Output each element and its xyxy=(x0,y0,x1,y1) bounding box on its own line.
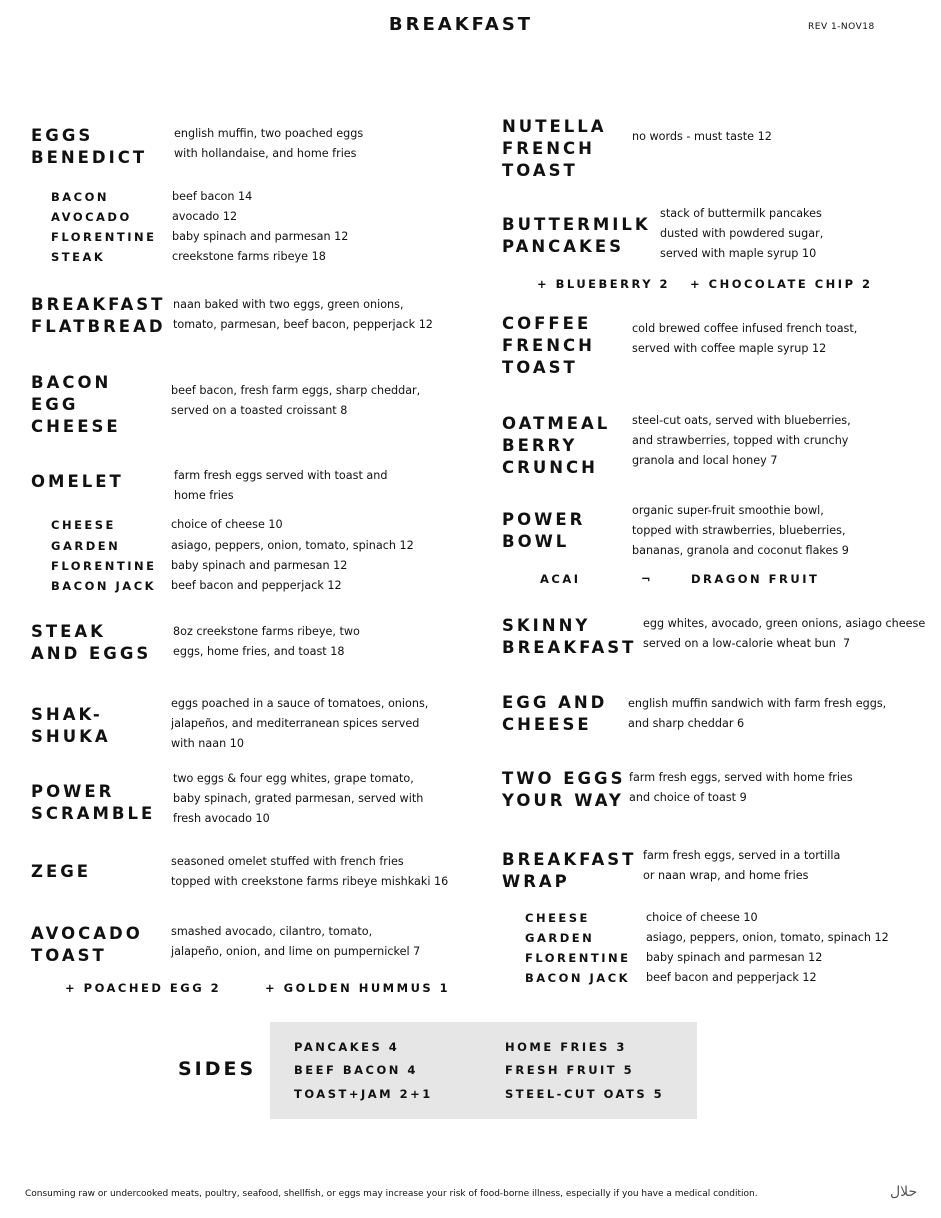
revision-label: REV 1-NOV18 xyxy=(808,22,875,32)
item-name-bacon-egg-cheese: BACON EGG CHEESE xyxy=(31,373,121,436)
option-desc: choice of cheese 10 xyxy=(171,518,283,531)
option-desc: asiago, peppers, onion, tomato, spinach 12 xyxy=(171,539,414,552)
item-desc-egg-and-cheese: english muffin sandwich with farm fresh eggs, and sharp cheddar 6 xyxy=(628,697,887,731)
option-desc: baby spinach and parmesan 12 xyxy=(172,230,349,243)
option-name: FLORENTINE xyxy=(525,951,631,965)
food-safety-disclaimer: Consuming raw or undercooked meats, poultry, seafood, shellfish, or eggs may increase your risk of food-borne illness, especially if you have a medical condition. xyxy=(25,1189,758,1199)
addon-poached-egg: + POACHED EGG 2 xyxy=(65,981,222,995)
item-desc-oatmeal-berry-crunch: steel-cut oats, served with blueberries, and strawberries, topped with crunchy granola and local honey 7 xyxy=(632,414,851,468)
halal-logo: حلال xyxy=(890,1184,918,1200)
option-acai: ACAI xyxy=(540,572,581,586)
item-name-buttermilk-pancakes: BUTTERMILK PANCAKES xyxy=(502,215,651,256)
item-name-zege: ZEGE xyxy=(31,862,92,881)
item-name-skinny-breakfast: SKINNY BREAKFAST xyxy=(502,616,637,657)
item-desc-two-eggs-your-way: farm fresh eggs, served with home fries and choice of toast 9 xyxy=(629,771,853,805)
item-desc-eggs-benedict: english muffin, two poached eggs with hollandaise, and home fries xyxy=(174,127,364,161)
item-name-egg-and-cheese: EGG AND CHEESE xyxy=(502,693,608,734)
option-desc: choice of cheese 10 xyxy=(646,911,758,924)
addon-blueberry: + BLUEBERRY 2 xyxy=(537,277,671,291)
option-name: FLORENTINE xyxy=(51,559,157,573)
page-title: BREAKFAST xyxy=(388,14,534,35)
item-name-shakshuka: SHAK- SHUKA xyxy=(31,705,111,746)
option-dragon-fruit: DRAGON FRUIT xyxy=(691,572,820,586)
item-desc-steak-and-eggs: 8oz creekstone farms ribeye, two eggs, home fries, and toast 18 xyxy=(173,625,360,659)
side-item: PANCAKES 4 xyxy=(294,1040,400,1054)
item-name-power-bowl: POWER BOWL xyxy=(502,510,586,551)
item-desc-buttermilk-pancakes: stack of buttermilk pancakes dusted with powdered sugar, served with maple syrup 10 xyxy=(660,207,824,261)
option-name: CHEESE xyxy=(525,911,590,925)
item-desc-power-scramble: two eggs & four egg whites, grape tomato, baby spinach, grated parmesan, served with fresh avocado 10 xyxy=(173,772,424,826)
item-desc-skinny-breakfast: egg whites, avocado, green onions, asiago cheese served on a low-calorie wheat bun 7 xyxy=(643,617,926,651)
item-name-power-scramble: POWER SCRAMBLE xyxy=(31,782,156,823)
option-name: BACON JACK xyxy=(51,579,157,593)
item-name-oatmeal-berry-crunch: OATMEAL BERRY CRUNCH xyxy=(502,414,611,477)
side-item: FRESH FRUIT 5 xyxy=(505,1063,635,1077)
option-name: STEAK xyxy=(51,250,106,264)
option-name: GARDEN xyxy=(51,539,121,553)
addon-chocolate-chip: + CHOCOLATE CHIP 2 xyxy=(690,277,873,291)
option-separator: ¬ xyxy=(641,572,654,586)
item-name-eggs-benedict: EGGS BENEDICT xyxy=(31,126,148,167)
option-desc: baby spinach and parmesan 12 xyxy=(646,951,823,964)
item-desc-breakfast-flatbread: naan baked with two eggs, green onions, tomato, parmesan, beef bacon, pepperjack 12 xyxy=(173,298,433,332)
side-item: BEEF BACON 4 xyxy=(294,1063,418,1077)
option-name: FLORENTINE xyxy=(51,230,157,244)
item-name-avocado-toast: AVOCADO TOAST xyxy=(31,924,143,965)
item-desc-bacon-egg-cheese: beef bacon, fresh farm eggs, sharp cheddar, served on a toasted croissant 8 xyxy=(171,384,421,418)
item-desc-zege: seasoned omelet stuffed with french fries topped with creekstone farms ribeye mishkaki 16 xyxy=(171,855,449,889)
item-desc-avocado-toast: smashed avocado, cilantro, tomato, jalapeño, onion, and lime on pumpernickel 7 xyxy=(171,925,421,959)
option-name: AVOCADO xyxy=(51,210,132,224)
side-item: TOAST+JAM 2+1 xyxy=(294,1087,433,1101)
addon-golden-hummus: + GOLDEN HUMMUS 1 xyxy=(265,981,451,995)
option-desc: beef bacon and pepperjack 12 xyxy=(646,971,817,984)
item-name-breakfast-flatbread: BREAKFAST FLATBREAD xyxy=(31,295,166,336)
option-desc: beef bacon and pepperjack 12 xyxy=(171,579,342,592)
item-desc-breakfast-wrap: farm fresh eggs, served in a tortilla or naan wrap, and home fries xyxy=(643,849,841,883)
item-name-coffee-french-toast: COFFEE FRENCH TOAST xyxy=(502,314,595,377)
side-item: HOME FRIES 3 xyxy=(505,1040,627,1054)
option-desc: asiago, peppers, onion, tomato, spinach 12 xyxy=(646,931,889,944)
item-name-steak-and-eggs: STEAK AND EGGS xyxy=(31,622,152,663)
item-name-nutella-french-toast: NUTELLA FRENCH TOAST xyxy=(502,117,607,180)
item-desc-nutella-french-toast: no words - must taste 12 xyxy=(632,130,772,143)
item-desc-coffee-french-toast: cold brewed coffee infused french toast, served with coffee maple syrup 12 xyxy=(632,322,858,356)
item-desc-omelet: farm fresh eggs served with toast and home fries xyxy=(174,469,388,503)
option-name: BACON JACK xyxy=(525,971,631,985)
option-desc: beef bacon 14 xyxy=(172,190,253,203)
item-desc-shakshuka: eggs poached in a sauce of tomatoes, onions, jalapeños, and mediterranean spices served with naan 10 xyxy=(171,697,429,751)
item-name-breakfast-wrap: BREAKFAST WRAP xyxy=(502,850,637,891)
item-desc-power-bowl: organic super-fruit smoothie bowl, topped with strawberries, blueberries, bananas, granola and coconut flakes 9 xyxy=(632,504,849,558)
item-name-two-eggs-your-way: TWO EGGS YOUR WAY xyxy=(502,769,626,810)
option-name: CHEESE xyxy=(51,518,116,532)
option-desc: baby spinach and parmesan 12 xyxy=(171,559,348,572)
option-desc: avocado 12 xyxy=(172,210,238,223)
option-desc: creekstone farms ribeye 18 xyxy=(172,250,326,263)
item-name-omelet: OMELET xyxy=(31,472,124,491)
side-item: STEEL-CUT OATS 5 xyxy=(505,1087,665,1101)
sides-title: SIDES xyxy=(178,1058,257,1080)
option-name: GARDEN xyxy=(525,931,595,945)
option-name: BACON xyxy=(51,190,110,204)
